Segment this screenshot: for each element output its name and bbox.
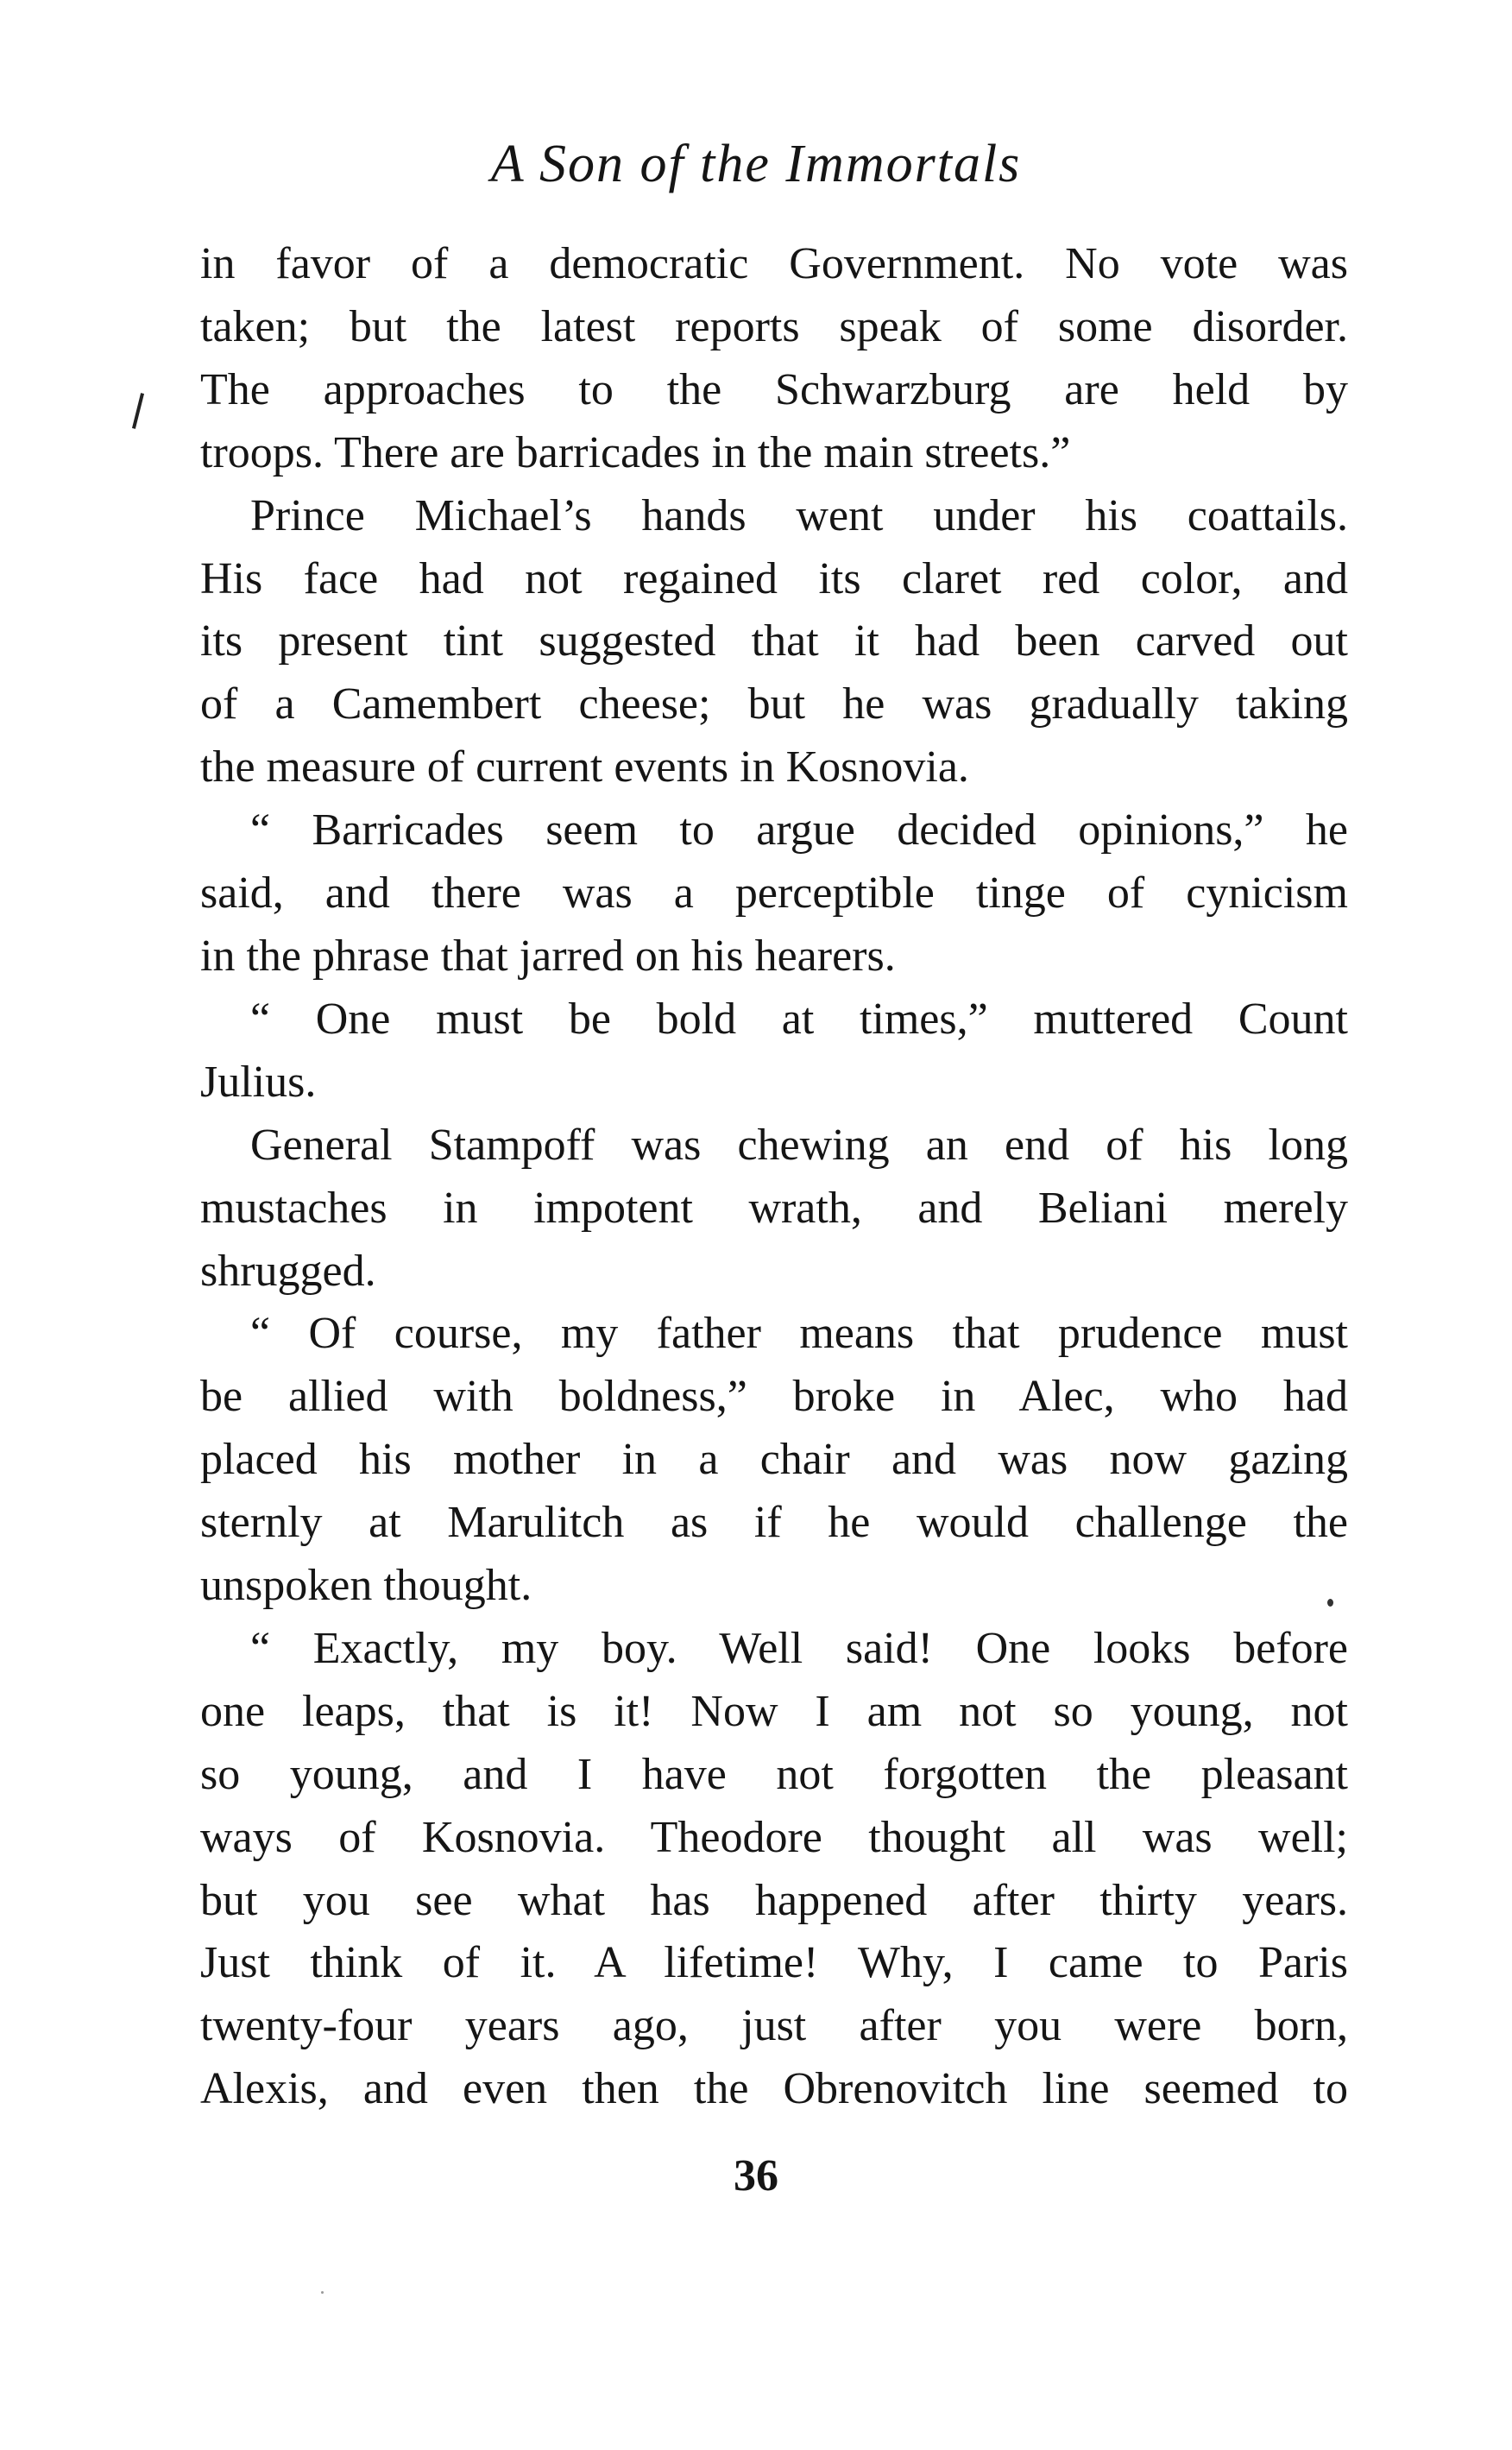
text-line: “ Exactly, my boy. Well said! One looks before (250, 1623, 1348, 1673)
text-line: taken; but the latest reports speak of some disorder. (200, 301, 1348, 351)
text-line: sternly at Marulitch as if he would challenge the (200, 1498, 1348, 1548)
running-head: A Son of the Immortals (490, 135, 1022, 193)
text-line: be allied with boldness,” broke in Alec, who had (200, 1372, 1348, 1422)
text-line: Julius. (200, 1057, 317, 1107)
text-line: the measure of current events in Kosnovia. (200, 742, 969, 792)
text-line: shrugged. (200, 1246, 376, 1296)
paragraph (200, 1618, 1348, 2121)
text-line: “ Barricades seem to argue decided opinions,” he (250, 805, 1348, 856)
text-line: in favor of a democratic Government. No vote was (200, 239, 1348, 288)
text-line: mustaches in impotent wrath, and Beliani merely (200, 1183, 1348, 1233)
text-line: said, and there was a perceptible tinge of cynicism (200, 868, 1348, 919)
text-line: His face had not regained its claret red color, and (200, 553, 1348, 603)
text-line: troops. There are barricades in the main streets.” (200, 427, 1071, 477)
body-text (200, 233, 1348, 2121)
paragraph (200, 1114, 1348, 1304)
paragraph (200, 988, 1348, 1114)
speck (1327, 1599, 1333, 1607)
text-line: twenty-four years ago, just after you were born, (200, 2001, 1348, 2051)
paragraph (200, 233, 1348, 485)
text-line: one leaps, that is it! Now I am not so young, not (200, 1686, 1348, 1736)
text-line: Just think of it. A lifetime! Why, I came to Paris (200, 1938, 1348, 1988)
text-line: its present tint suggested that it had been carved out (200, 616, 1348, 666)
paragraph (200, 799, 1348, 988)
text-line: placed his mother in a chair and was now gazing (200, 1435, 1348, 1485)
text-line: of a Camembert cheese; but he was gradually taking (200, 679, 1348, 729)
margin-pencil-mark (132, 393, 144, 429)
text-line: General Stampoff was chewing an end of his long (250, 1120, 1348, 1170)
text-line: “ Of course, my father means that prudence must (250, 1309, 1348, 1359)
paragraph (200, 485, 1348, 800)
text-line: so young, and I have not forgotten the pleasant (200, 1749, 1348, 1799)
text-line: but you see what has happened after thirty years. (200, 1875, 1348, 1925)
text-line: in the phrase that jarred on his hearers. (200, 931, 896, 981)
text-line: The approaches to the Schwarzburg are held by (200, 364, 1348, 414)
text-line: unspoken thought. (200, 1561, 532, 1611)
text-line: Prince Michael’s hands went under his coattails. (250, 490, 1348, 540)
text-line: ways of Kosnovia. Theodore thought all was well; (200, 1812, 1348, 1862)
paragraph (200, 1303, 1348, 1618)
page-number: 36 (734, 2151, 778, 2201)
text-line: Alexis, and even then the Obrenovitch line seemed to (200, 2064, 1348, 2114)
text-line: “ One must be bold at times,” muttered Count (250, 994, 1348, 1044)
speck (321, 2291, 324, 2294)
